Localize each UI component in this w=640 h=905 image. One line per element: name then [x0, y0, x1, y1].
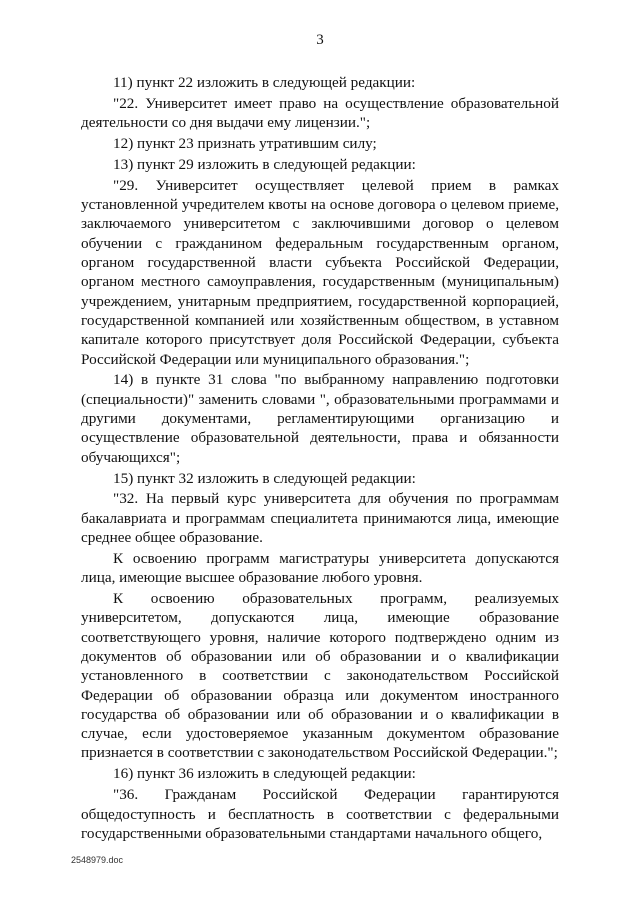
- paragraph-item-14: 14) в пункте 31 слова "по выбранному направлению подготовки (специальности)" заменить словами ", образовательными программами и другими документами, регламентирующими организацию и осуществление образовательной деятельности, права и обязанности обучающихся";: [81, 371, 559, 466]
- document-filename: 2548979.doc: [71, 855, 124, 865]
- paragraph-item-16: 16) пункт 36 изложить в следующей редакции:: [113, 765, 416, 783]
- paragraph-item-15: 15) пункт 32 изложить в следующей редакции:: [113, 469, 416, 487]
- document-body: [81, 73, 559, 845]
- paragraph-clause-22: "22. Университет имеет право на осуществление образовательной деятельности со дня выдачи ему лицензии.";: [81, 94, 559, 132]
- paragraph-clause-29: "29. Университет осуществляет целевой прием в рамках установленной учредителем квоты на основе договора о целевом приеме, заключаемого университетом с заключившими договор о целевом обучении с гражданином федеральным государственным органом, органом государственной власти субъекта Российской Федерации, органом местного самоуправления, государственным (муниципальным) учреждением, унитарным предприятием, государственной корпорацией, государственной компанией или хозяйственным обществом, в уставном капитале которого присутствует доля Российской Федерации, субъекта Российской Федерации или муниципального образования.";: [81, 176, 559, 368]
- page-number: 3: [316, 32, 324, 48]
- paragraph-item-12: 12) пункт 23 признать утратившим силу;: [113, 135, 377, 153]
- paragraph-item-11: 11) пункт 22 изложить в следующей редакции:: [113, 74, 416, 91]
- paragraph-magistracy: К освоению программ магистратуры университета допускаются лица, имеющие высшее образование любого уровня.: [81, 549, 559, 587]
- paragraph-item-13: 13) пункт 29 изложить в следующей редакции:: [113, 155, 416, 173]
- paragraph-clause-32: "32. На первый курс университета для обучения по программам бакалавриата и программам специалитета принимаются лица, имеющие среднее общее образование.: [81, 490, 559, 546]
- paragraph-admission: К освоению образовательных программ, реализуемых университетом, допускаются лица, имеющие образование соответствующего уровня, наличие которого подтверждено одним из документов об образовании или об образовании и о квалификации установленного в соответствии с законодательством Российской Федерации об образовании образца или документом иностранного государства об образовании или об образовании и о квалификации в случае, если удостоверяемое указанным документом образование признается в соответствии с законодательством Российской Федерации.";: [81, 590, 559, 762]
- paragraph-clause-36: "36. Гражданам Российской Федерации гарантируются общедоступность и бесплатность в соответствии с федеральными государственными образовательными стандартами начального общего,: [81, 786, 559, 842]
